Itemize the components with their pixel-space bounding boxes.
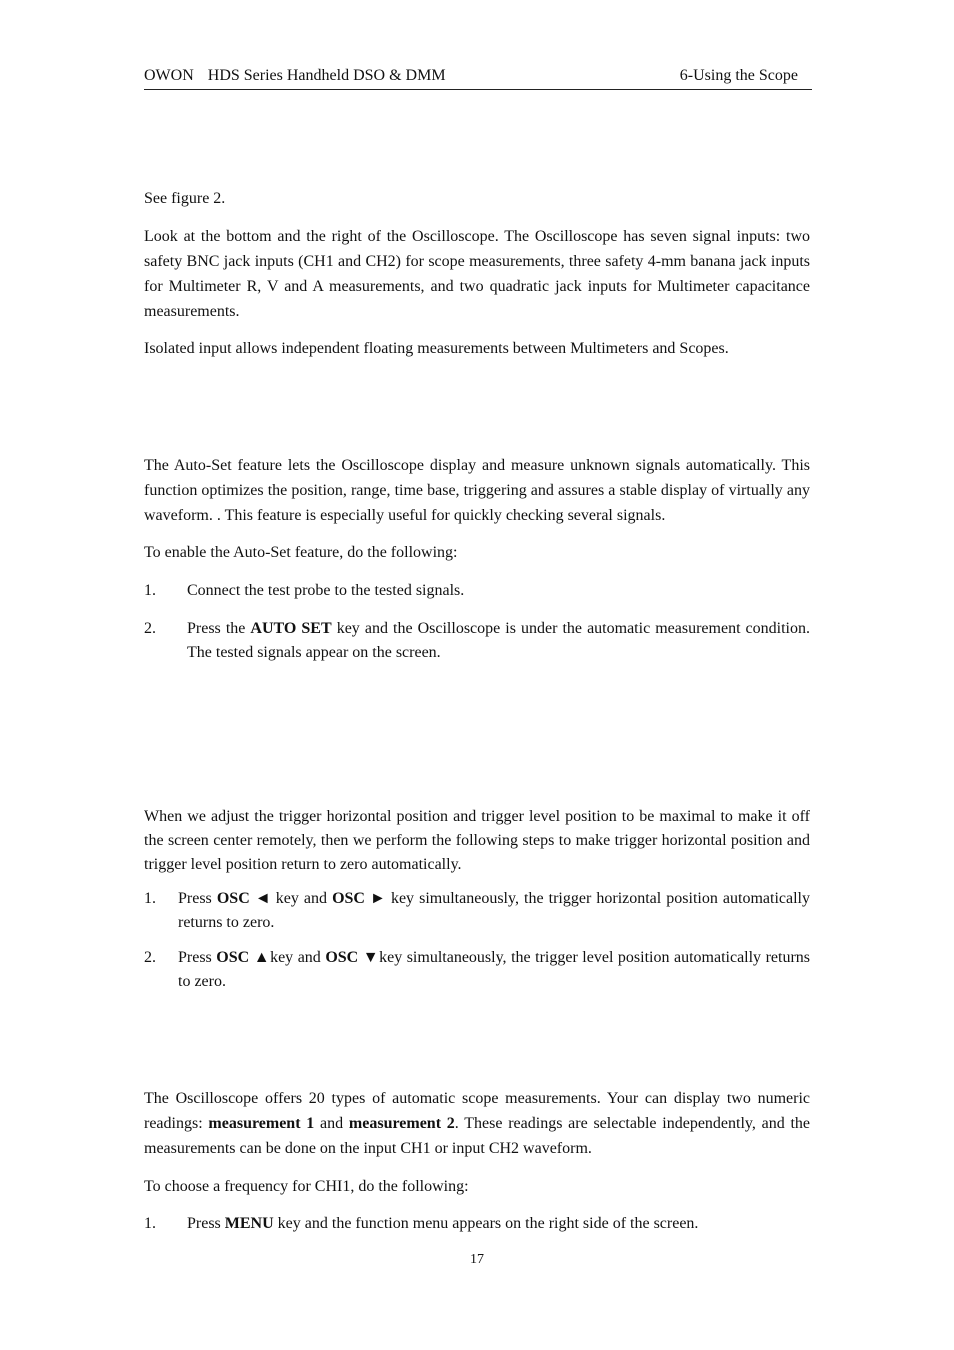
header-chapter: 6-Using the Scope (679, 67, 798, 84)
page-header (144, 67, 812, 90)
osc-key-label: OSC (332, 890, 365, 907)
autoset-intro: To enable the Auto-Set feature, do the following: (144, 544, 458, 561)
isolated-input-paragraph: Isolated input allows independent floating measurements between Multimeters and Scopes. (144, 340, 729, 357)
header-brand: OWON (144, 67, 194, 84)
inputs-paragraph: Look at the bottom and the right of the Oscilloscope. The Oscilloscope has seven signal inputs: two safety BNC jack inputs (CH1 and CH2) for scope measurements, three safety 4-mm banana jack inputs for Multimeter R, V and A measurements, and two quadratic jack inputs for Multimeter capacitance measurements. (144, 228, 810, 320)
auto-set-key-label: AUTO SET (250, 620, 332, 637)
see-figure-text: See figure 2. (144, 190, 226, 207)
header-product: HDS Series Handheld DSO & DMM (207, 67, 446, 84)
choose-frequency-intro: To choose a frequency for CHI1, do the following: (144, 1178, 469, 1195)
osc-key-label: OSC (216, 890, 250, 907)
osc-key-label: OSC (216, 949, 250, 966)
document-page: OWON HDS Series Handheld DSO & DMM 6-Using the Scope See figure 2. Look at the bottom and the right of the Oscilloscope. The Oscilloscope has seven signal inputs: two safety BNC jack inputs (CH1 and CH2) for scope measurements, three safety 4-mm banana jack inputs for Multimeter R, V and A measurements, and two quadratic jack inputs for Multimeter capacitance measurements. Isolated input allows independent floating measurements between Multimeters and Scopes. The Auto-Set feature lets the Oscilloscope display and measure unknown signals automatically. This function optimizes the position, range, time base, triggering and assures a stable display of virtually any waveform. . This feature is especially useful for quickly checking several signals. To enable the Auto-Set feature, do the following: 1. Connect the test probe to the tested signals. 2. Press the AUTO SET key and the Oscilloscope is under the automatic measurement condition. The tested signals appear on the screen. When we adjust the trigger horizontal position and trigger level position to be maximal to make it off the screen center remotely, then we perform the following steps to make trigger horizontal position and trigger level position return to zero automatically. 1. Press OSC ◄ key and OSC ► key simultaneously, the trigger horizontal position automatically returns to zero. 2. Press OSC ▲key and OSC ▼key simultaneously, the trigger level position automatically returns to zero. The Oscilloscope offers 20 types of automatic scope measurements. Your can display two numeric readings: measurement 1 and measurement 2. These readings are selectable independently, and the measurements can be done on the input CH1 or input CH2 waveform. To choose a frequency for CHI1, do the following: 1. Press MENU key and the function menu appears on the right side of the screen. 17 (0, 0, 954, 1350)
page-number: 17 (470, 1252, 484, 1267)
measurement-paragraph: The Oscilloscope offers 20 types of automatic scope measurements. Your can display two numeric readings: measurement 1 and measurement 2. These readings are selectable independently, and the measurements can be done on the input CH1 or input CH2 waveform. (144, 1090, 811, 1157)
osc-key-label: OSC (325, 949, 359, 966)
menu-key-label: MENU (224, 1215, 274, 1232)
trigger-reset-paragraph: When we adjust the trigger horizontal position and trigger level position to be maximal to make it off the screen center remotely, then we perform the following steps to make trigger horizontal position and trigger level position return to zero automatically. (144, 808, 810, 873)
autoset-paragraph: The Auto-Set feature lets the Oscilloscope display and measure unknown signals automatically. This function optimizes the position, range, time base, triggering and assures a stable display of virtually any waveform. . This feature is especially useful for quickly checking several signals. (144, 457, 810, 524)
